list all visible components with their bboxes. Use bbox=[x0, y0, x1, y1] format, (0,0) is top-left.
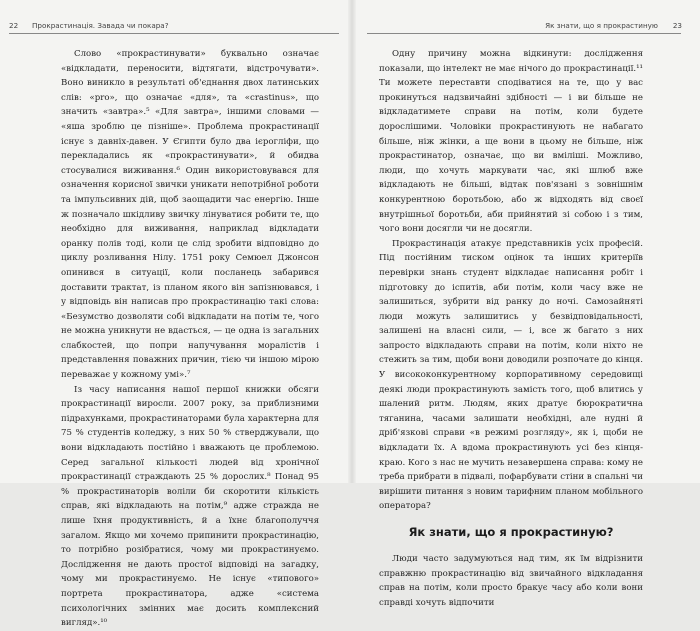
right-page-body bbox=[379, 47, 643, 610]
left-header-rule bbox=[9, 33, 339, 34]
paragraph: Прокрастинація атакує представників усіх професій. Під постійним тиском оцінок та інших критеріїв перевірки знань студент відкладає написання робіт і підготовку до іспитів, аби потім, коли часу вже не залишиться, зубрити від ранку до ночі. Самозайняті люди можуть залишитись у безвідповідальності, залишені на власні сили, — і, все ж багато з них запросто відкладають справи на потім, коли ніхто не стежить за тим, щоби вони доводили розпочате до кінця. У висококонкурентному корпоративному середовищі деякі люди прокрастинують замість того, щоб влитись у шалений ритм. Людям, яких дратує бюрократична тяганина, часами залишати необхідні, але нудні й дріб'язкові справи «в режимі розгляду», як і, щоби не відкладати їх. А вдома прокрастинують усі без кінця-краю. Кого з нас не мучить незавершена справа: кому не треба прибрати в підвалі, пофарбувати стіни в спальні чи вирішити питання з новим тарифним планом мобільного оператора? bbox=[379, 238, 643, 512]
book-gutter bbox=[348, 0, 356, 483]
right-running-head: Як знати, що я прокрастиную bbox=[545, 21, 658, 30]
left-running-head: Прокрастинація. Завада чи покара? bbox=[32, 21, 169, 30]
right-page-number: 23 bbox=[672, 21, 682, 30]
right-page bbox=[356, 0, 700, 608]
section-heading: Як знати, що я прокрастиную? bbox=[408, 525, 614, 539]
paragraph: Із часу написання нашої першої книжки обсяги прокрастинації виросли. 2007 року, за приблизними підрахунками, прокрастинаторами була характерна для 75 % студентів коледжу, з них 50 % стверджували, що вони відкладають постійно і вважають це проблемою. Серед загальної кількості людей від хронічної прокрастинації страждають 25 % дорослих.⁸ Понад 95 % прокрастинаторів воліли би скоротити кількість справ, які відкладають на потім,⁹ адже стражда не лише їхня продуктивність, й а їхнє благополуччя загалом. Якщо ми хочемо припинити прокрастинацію, то потрібно розібратися, чому ми прокрастинуємо. Дослідження не дають простої відповіді на загадку, чому ми прокрастинуємо. Не існує «типового» портрета прокрастинатора, адже «система психологічних змінних має досить комплексний вигляд».¹⁰ bbox=[61, 384, 319, 629]
paragraph: Одну причину можна відкинути: дослідження показали, що інтелект не має нічого до прокрастинації.¹¹ Ти можете переставти сподіватися на те, що у вас прокинуться надзвичайні здібності — і ви більше не відкладатимете справи на потім, коли будете дорослішими. Чоловіки прокрастинують не набагато більше, ніж жінки, а ще вони в цьому не більше, ніж прокрастинатор, означає, що ви вміліші. Можливо, люди, що хочуть маркувати час, які шлюб вже відкладають не більші, відтак пов'язані з зовнішнім конкурентною боротьбою, або ж відходять від своєї внутрішньої боротьби, аби прийнятий зі собою і з тим, чого вони досягли чи не досягли. bbox=[379, 49, 643, 235]
right-header-rule bbox=[367, 33, 681, 34]
paragraph: Люди часто задумуються над тим, як їм відрізнити справжню прокрастинацію від звичайного відкладання справ на потім, коли просто бракує часу або коли вони справді хочуть відпочити bbox=[379, 554, 643, 608]
left-page-number: 22 bbox=[9, 21, 19, 30]
left-page bbox=[0, 0, 349, 629]
left-page-body bbox=[61, 47, 319, 631]
paragraph: Слово «прокрастинувати» буквально означає «відкладати, переносити, відтягати, відстрочувати». Воно виникло в результаті об'єднання двох латинських слів: «pro», що означає «для», та «crastinus», що значить «завтра».⁵ «Для завтра», іншими словами — «яша зроблю це пізніше». Проблема прокрастинації існує з давніх-давен. У Єгипти було два ієрогліфи, що перекладались як «прокрастинувати», й обидва стосувалися виживання.⁶ Один використовувався для означення корисної звички уникати непотрібної роботи та імпульсивних дій, щоб заощадити час енергію. Інше ж позначало шкідливу звичку лінуватися робити те, що необхідно для виживання, наприклад відкладати оранку полів тоді, коли це слід зробити відповідно до циклу розливання Нілу. 1751 року Семюел Джонсон опинився в ситуації, коли посланець забарився доставити трактат, із планом якого він запізнювався, і у відповідь він написав про прокрастинацію такі слова: «Безумство дозволяти собі відкладати на потім те, чого не можна уникнути не вдасться, — це одна із загальних слабкостей, що попри напучування моралістів і представлення поважних причин, тією чи іншою мірою переважає у кожному умі».⁷ bbox=[61, 49, 319, 381]
